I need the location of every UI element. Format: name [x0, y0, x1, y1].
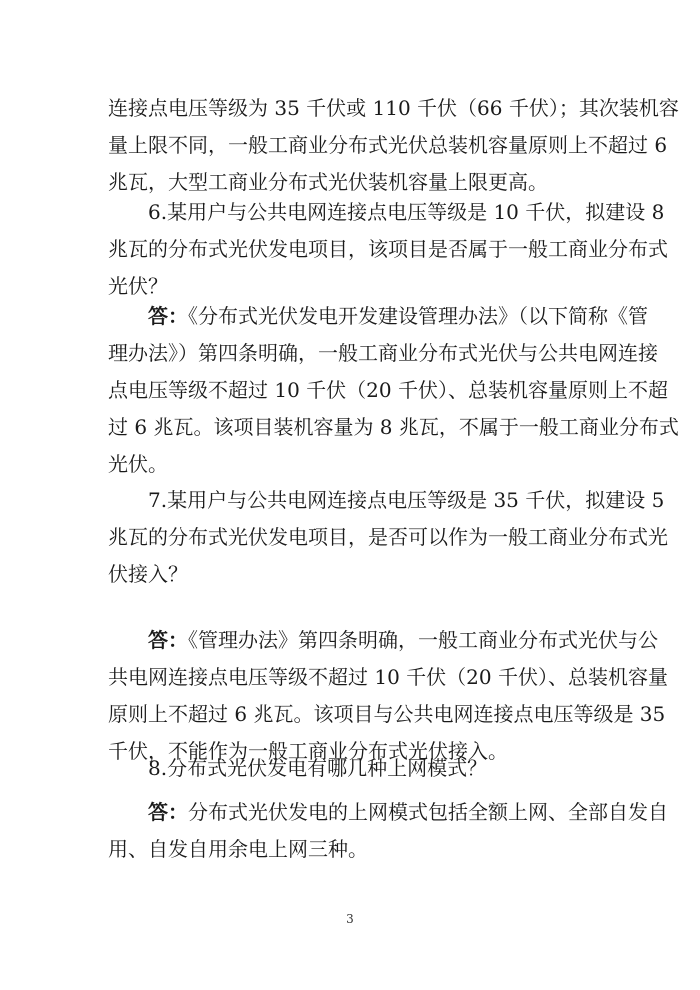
answer-label: 答：: [148, 304, 188, 328]
line-text: 理办法》）第四条明确，一般工商业分布式光伏与公共电网连接: [108, 341, 658, 365]
line-text: 过 6 兆瓦。该项目装机容量为 8 兆瓦，不属于一般工商业分布式: [108, 415, 679, 439]
line-text: 7.某用户与公共电网连接点电压等级是 35 千伏，拟建设 5: [148, 488, 665, 512]
line-text: 千伏，不能作为一般工商业分布式光伏接入。: [108, 739, 508, 763]
line-text: 《管理办法》第四条明确，一般工商业分布式光伏与公: [188, 628, 658, 652]
page-number: 3: [346, 912, 354, 926]
line-text: 连接点电压等级为 35 千伏或 110 千伏（66 千伏）；其次装机容: [108, 96, 679, 120]
q6-line: [148, 198, 665, 226]
line-text: 兆瓦的分布式光伏发电项目，是否可以作为一般工商业分布式光: [108, 525, 668, 549]
line-text: 用、自发自用余电上网三种。: [108, 837, 368, 861]
a6-line: [148, 302, 648, 330]
q6-line: [108, 235, 668, 263]
line-text: 8.分布式光伏发电有哪几种上网模式？: [148, 756, 488, 780]
a7-line: [148, 626, 658, 654]
line-text: 光伏？: [108, 274, 168, 298]
line-text: 共电网连接点电压等级不超过 10 千伏（20 千伏）、总装机容量: [108, 665, 668, 689]
line-text: 分布式光伏发电的上网模式包括全额上网、全部自发自: [188, 800, 668, 824]
a8-line: [108, 835, 598, 863]
q8-line: [148, 754, 598, 782]
a6-line: [108, 450, 598, 478]
line-text: 6.某用户与公共电网连接点电压等级是 10 千伏，拟建设 8: [148, 200, 665, 224]
a7-line: [108, 663, 668, 691]
p-intro-continued-line: [108, 168, 598, 196]
a7-line: [108, 700, 666, 728]
q7-line: [108, 523, 668, 551]
a6-line: [108, 413, 679, 441]
line-text: 伏接入？: [108, 562, 188, 586]
line-text: 兆瓦，大型工商业分布式光伏装机容量上限更高。: [108, 170, 548, 194]
a8-line: [148, 798, 668, 826]
line-text: 光伏。: [108, 452, 168, 476]
line-text: 兆瓦的分布式光伏发电项目，该项目是否属于一般工商业分布式: [108, 237, 668, 261]
q6-line: [108, 272, 598, 300]
line-text: 原则上不超过 6 兆瓦。该项目与公共电网连接点电压等级是 35: [108, 702, 666, 726]
a6-line: [108, 376, 668, 404]
q7-line: [108, 560, 598, 588]
p-intro-continued-line: [108, 94, 679, 122]
p-intro-continued-line: [108, 131, 668, 159]
answer-label: 答：: [148, 800, 188, 824]
q7-line: [148, 486, 665, 514]
line-text: 量上限不同，一般工商业分布式光伏总装机容量原则上不超过 6: [108, 133, 668, 157]
answer-label: 答：: [148, 628, 188, 652]
line-text: 点电压等级不超过 10 千伏（20 千伏）、总装机容量原则上不超: [108, 378, 668, 402]
line-text: 《分布式光伏发电开发建设管理办法》（以下简称《管: [188, 304, 648, 328]
a6-line: [108, 339, 658, 367]
